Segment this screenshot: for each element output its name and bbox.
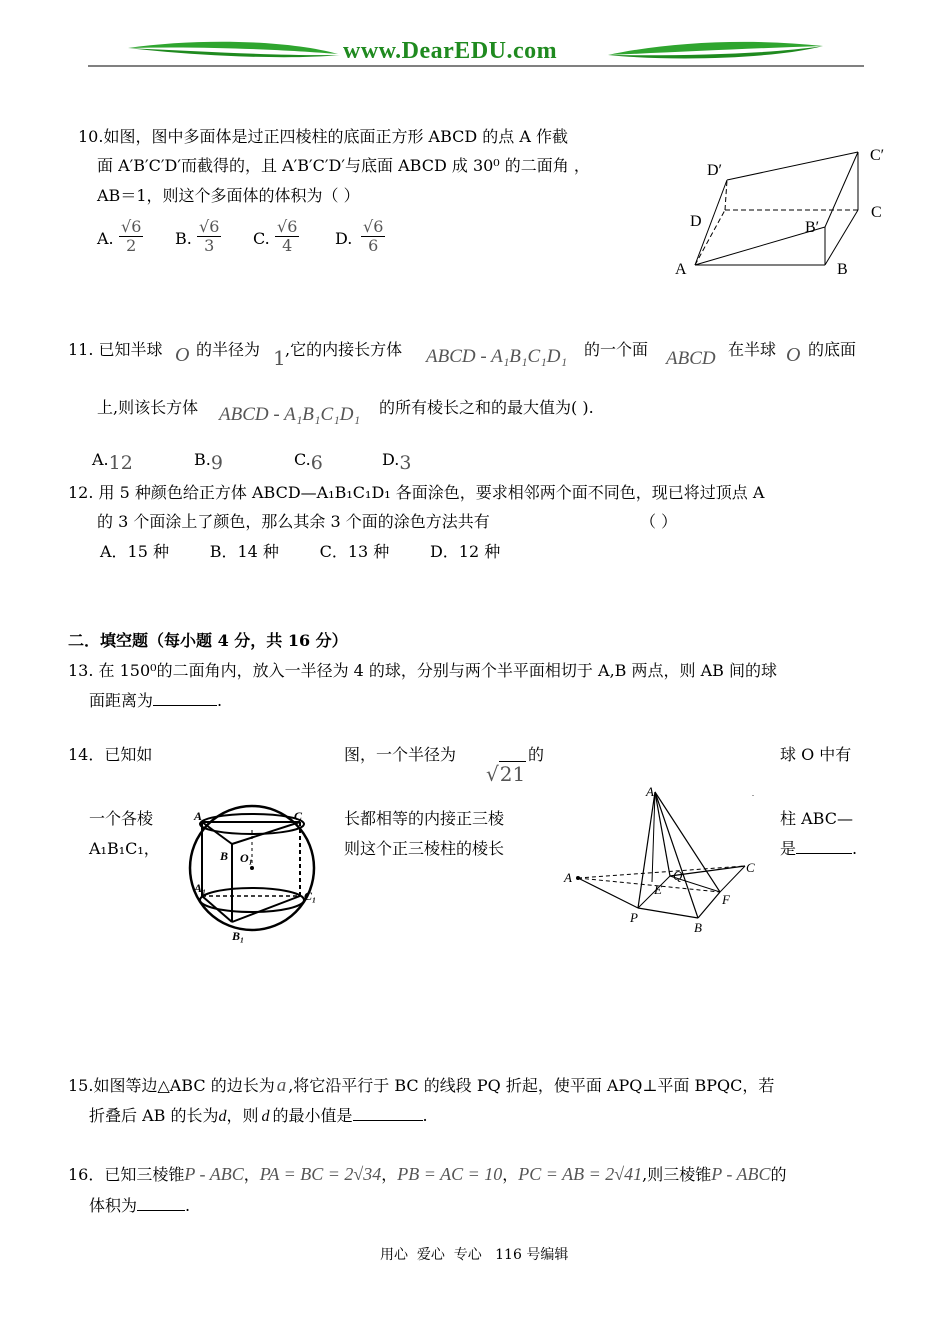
- q15-line1: 15.如图等边△ABC 的边长为 a ,将它沿平行于 BC 的线段 PQ 折起，使平面 APQ⊥平面 BPQC，若: [68, 1075, 775, 1096]
- q11-option-c[interactable]: C.6: [294, 450, 323, 474]
- q16-answer-blank[interactable]: [137, 1196, 185, 1211]
- q15-line2: 折叠后 AB 的长为d，则 d 的最小值是 .: [89, 1106, 428, 1125]
- q11-option-d[interactable]: D.3: [382, 450, 412, 474]
- q12-options: A．15 种 B．14 种 C．13 种 D．12 种: [100, 542, 501, 561]
- pyr-label-C: C: [746, 860, 755, 875]
- q13-line1: 13. 在 150⁰的二面角内，放入一半径为 4 的球，分别与两个半平面相切于 A,B 两点，则 AB 间的球: [68, 661, 777, 680]
- pyr-label-B: B: [694, 920, 702, 935]
- sph-label-A: A: [194, 809, 203, 823]
- pyr-label-P: P: [630, 910, 638, 925]
- label-C: C: [871, 204, 882, 221]
- q13-line2: 面距离为 .: [89, 691, 223, 710]
- q14-a1: 14．已知如: [68, 745, 153, 764]
- q14-c3: 是 .: [780, 839, 858, 858]
- q12-line1: 12. 用 5 种颜色给正方体 ABCD—A₁B₁C₁D₁ 各面涂色，要求相邻两个面不同色，现已将过顶点 A: [68, 483, 765, 502]
- sph-label-C: C: [294, 809, 303, 823]
- label-B: B: [837, 261, 848, 278]
- sph-label-C1: C₁: [304, 889, 317, 903]
- q13-answer-blank[interactable]: [153, 691, 217, 706]
- section-title: 二．填空题（每小题 4 分，共 16 分）: [68, 631, 348, 650]
- pyr-label-A: A: [646, 784, 654, 799]
- q14-a4: 球 O 中有: [780, 745, 852, 764]
- q11-option-a[interactable]: A.12: [92, 450, 133, 474]
- q15-answer-blank[interactable]: [353, 1106, 423, 1121]
- site-title[interactable]: www.DearEDU.com: [343, 38, 558, 64]
- label-Bp: B′: [805, 219, 820, 236]
- pyr-label-dot: .: [752, 789, 754, 798]
- label-D: D: [690, 213, 702, 230]
- q11-line2: 上,则该长方体 ABCD - A₁B₁C₁D₁ 的所有棱长之和的最大值为( ).: [97, 398, 594, 425]
- q14-a2: 图，一个半径为: [344, 745, 457, 764]
- q14-b3: 柱 ABC—: [780, 809, 853, 828]
- q12-paren: （ ）: [640, 512, 678, 531]
- q16-line2: 体积为 .: [89, 1196, 191, 1215]
- label-A: A: [675, 261, 687, 278]
- q14-sphere-prism-figure: [180, 800, 328, 945]
- q14-b1: 一个各棱: [89, 809, 154, 828]
- q12-line2: 的 3 个面涂上了颜色，那么其余 3 个面的涂色方法共有: [97, 512, 490, 531]
- sph-label-O1: O₁: [240, 851, 253, 865]
- q11-option-b[interactable]: B.9: [194, 450, 223, 474]
- q14-answer-blank[interactable]: [796, 839, 852, 854]
- q14-b2: 长都相等的内接正三棱: [344, 809, 505, 828]
- q10-polyhedron-figure: [665, 140, 895, 285]
- pyr-label-Q: Q: [673, 868, 683, 883]
- sph-label-A1: A₁: [194, 881, 207, 895]
- pyr-label-Ap: A: [564, 870, 572, 885]
- sph-label-B1: B₁: [232, 929, 245, 943]
- q11-options: [92, 448, 452, 478]
- q11-line1: 11. 已知半球 O 的半径为 1 ,它的内接长方体 ABCD - A₁B₁C₁D₁ 的一个面 ABCD 在半球 O 的底面: [68, 340, 857, 370]
- q14-sqrt: √21: [486, 762, 526, 786]
- header-banner: [88, 30, 864, 70]
- q14-c2: 则这个正三棱柱的棱长: [344, 839, 505, 858]
- q14-c1: A₁B₁C₁，: [89, 839, 160, 858]
- q16-line1: 16．已知三棱锥P - ABC，PA = BC = 2√34，PB = AC = 10，PC = AB = 2√41,则三棱锥P - ABC的: [68, 1164, 787, 1184]
- pyr-label-E: E: [654, 882, 662, 897]
- q14-pyramid-figure: [560, 780, 770, 935]
- label-Dp: D′: [707, 162, 723, 179]
- q10-line3: AB＝1，则这个多面体的体积为（ ）: [97, 186, 360, 205]
- label-Cp: C′: [870, 147, 885, 164]
- q10-line1: 10.如图，图中多面体是过正四棱柱的底面正方形 ABCD 的点 A 作截: [78, 127, 569, 146]
- q14-a3: 的: [528, 745, 545, 764]
- sph-label-B: B: [220, 849, 229, 863]
- q10-line2: 面 A′B′C′D′而截得的，且 A′B′C′D′与底面 ABCD 成 30⁰ 的二面角 ，: [97, 156, 590, 175]
- page-footer: 用心 爱心 专心 116 号编辑: [380, 1247, 569, 1263]
- pyr-label-F: F: [722, 892, 730, 907]
